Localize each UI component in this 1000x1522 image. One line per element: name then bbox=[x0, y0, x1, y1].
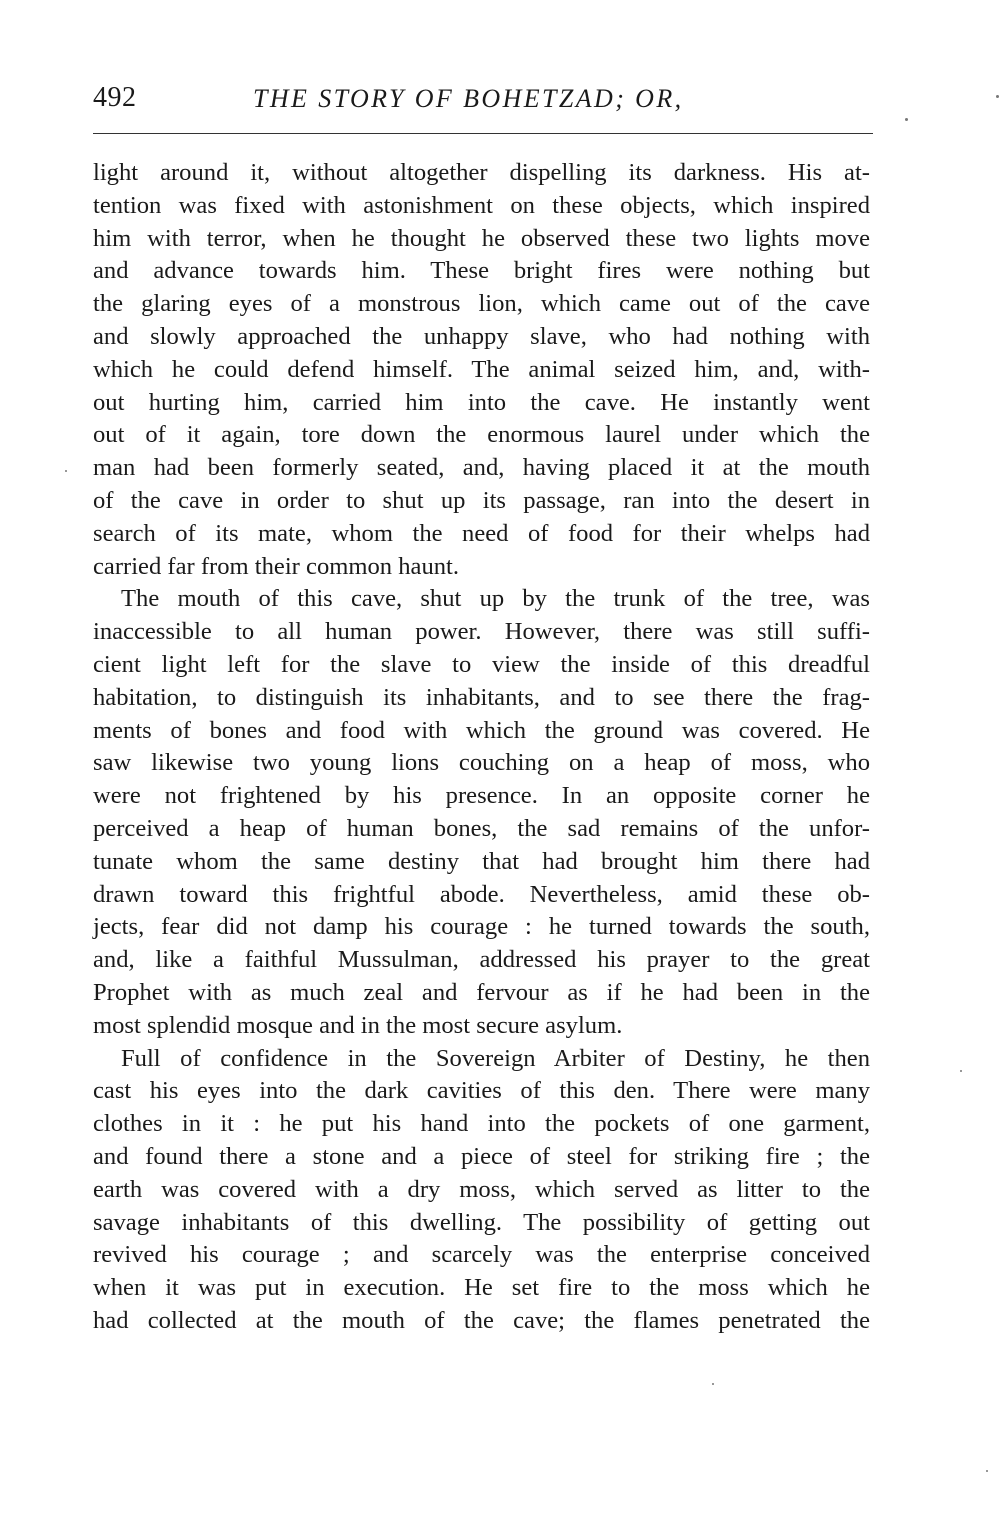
page-header bbox=[93, 82, 873, 122]
text-line: search of its mate, whom the need of food for their whelps had bbox=[93, 519, 870, 547]
speck bbox=[996, 95, 999, 98]
page-number: 492 bbox=[93, 82, 137, 113]
text-line: man had been formerly seated, and, having placed it at the mouth bbox=[93, 454, 870, 482]
text-line: out hurting him, carried him into the cave. He instantly went bbox=[93, 388, 870, 416]
text-line: jects, fear did not damp his courage : he turned towards the south, bbox=[93, 913, 870, 941]
text-line: him with terror, when he thought he observed these two lights move bbox=[93, 224, 870, 252]
text-line: and slowly approached the unhappy slave, who had nothing with bbox=[93, 322, 870, 350]
text-line: cient light left for the slave to view the inside of this dreadful bbox=[93, 650, 870, 678]
text-line: carried far from their common haunt. bbox=[93, 552, 460, 580]
text-line: The mouth of this cave, shut up by the trunk of the tree, was bbox=[121, 585, 870, 613]
text-line: out of it again, tore down the enormous laurel under which the bbox=[93, 421, 870, 449]
text-line: clothes in it : he put his hand into the pockets of one garment, bbox=[93, 1110, 870, 1138]
text-line: tunate whom the same destiny that had brought him there had bbox=[93, 847, 870, 875]
text-line: when it was put in execution. He set fire to the moss which he bbox=[93, 1274, 870, 1302]
text-line: and, like a faithful Mussulman, addressed his prayer to the great bbox=[93, 946, 870, 974]
text-line: and advance towards him. These bright fires were nothing but bbox=[93, 257, 870, 285]
text-line: cast his eyes into the dark cavities of this den. There were many bbox=[93, 1077, 870, 1105]
body-text bbox=[93, 157, 870, 1338]
speck bbox=[712, 1383, 714, 1385]
text-line: which he could defend himself. The animal seized him, and, with- bbox=[93, 355, 870, 383]
text-line: savage inhabitants of this dwelling. The possibility of getting out bbox=[93, 1208, 870, 1236]
text-line: most splendid mosque and in the most secure asylum. bbox=[93, 1011, 623, 1039]
text-line: tention was fixed with astonishment on these objects, which inspired bbox=[93, 191, 870, 219]
text-line: perceived a heap of human bones, the sad remains of the unfor- bbox=[93, 814, 870, 842]
text-line: had collected at the mouth of the cave; the flames penetrated the bbox=[93, 1306, 870, 1334]
text-line: inaccessible to all human power. However, there was still suffi- bbox=[93, 618, 870, 646]
speck bbox=[986, 1470, 988, 1472]
text-line: were not frightened by his presence. In an opposite corner he bbox=[93, 782, 870, 810]
header-rule bbox=[93, 133, 873, 134]
text-line: of the cave in order to shut up its passage, ran into the desert in bbox=[93, 486, 870, 514]
speck bbox=[960, 1070, 962, 1072]
text-line: ments of bones and food with which the ground was covered. He bbox=[93, 716, 870, 744]
text-line: drawn toward this frightful abode. Nevertheless, amid these ob- bbox=[93, 880, 870, 908]
text-line: earth was covered with a dry moss, which served as litter to the bbox=[93, 1175, 870, 1203]
text-line: and found there a stone and a piece of steel for striking fire ; the bbox=[93, 1142, 870, 1170]
text-line: light around it, without altogether dispelling its darkness. His at- bbox=[93, 159, 870, 186]
text-line: revived his courage ; and scarcely was the enterprise conceived bbox=[93, 1241, 870, 1269]
text-line: saw likewise two young lions couching on a heap of moss, who bbox=[93, 749, 870, 777]
speck bbox=[65, 470, 67, 472]
text-line: habitation, to distinguish its inhabitants, and to see there the frag- bbox=[93, 683, 870, 711]
text-line: Prophet with as much zeal and fervour as if he had been in the bbox=[93, 978, 870, 1006]
running-title: THE STORY OF BOHETZAD; OR, bbox=[253, 84, 684, 113]
text-line: Full of confidence in the Sovereign Arbiter of Destiny, he then bbox=[121, 1044, 870, 1072]
speck bbox=[905, 118, 908, 121]
text-line: the glaring eyes of a monstrous lion, which came out of the cave bbox=[93, 290, 870, 318]
